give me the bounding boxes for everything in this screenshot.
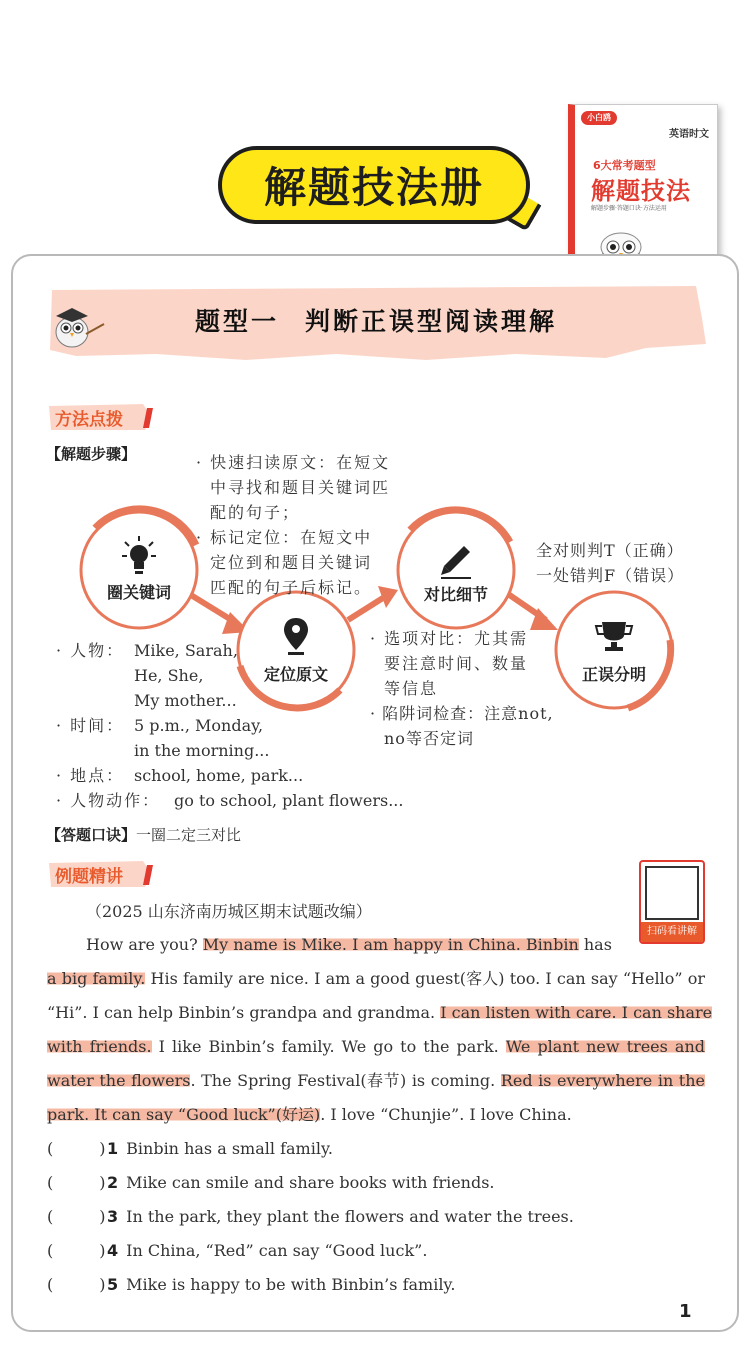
passage-line: with friends. I like Binbin’s family. We go to the park. We plant new trees and — [47, 1037, 705, 1056]
answer-blank[interactable]: ( ) — [47, 1275, 106, 1294]
step-circle-compare: 对比细节 — [423, 585, 488, 604]
section-title-type: 题型一 — [194, 307, 279, 336]
note-judge-rule: 全对则判T（正确） 一处错判F（错误） — [536, 541, 685, 585]
example-label: 例题精讲 — [47, 859, 143, 889]
page-number: 1 — [679, 1301, 692, 1322]
question-item[interactable]: ( )4 In China, “Red” can say “Good luck”. — [47, 1236, 427, 1266]
note-keyword-types: · 人物： Mike, Sarah, He, She, My mother... · 时间： 5 p.m., Monday, in the morning... · 地点： school, home, park... · 人物动作： go to school, plant flowers... — [56, 641, 404, 810]
answer-blank[interactable]: ( ) — [47, 1241, 106, 1260]
answer-blank[interactable]: ( ) — [47, 1139, 106, 1158]
passage-line: How are you? My name is Mike. I am happy in China. Binbin has — [86, 935, 612, 954]
qr-code[interactable] — [639, 860, 705, 944]
question-item[interactable]: ( )1 Binbin has a small family. — [47, 1134, 333, 1164]
section-title-name: 判断正误型阅读理解 — [305, 307, 558, 336]
note-compare-check: · 选项对比：尤其需 要注意时间、数量 等信息 · 陷阱词检查：注意not, no等否定词 — [370, 629, 554, 748]
formula-line: 【答题口诀】一圈二定三对比 — [46, 826, 242, 844]
book-subtitle: 6大常考题型 — [593, 159, 656, 172]
formula-text: 一圈二定三对比 — [136, 826, 242, 844]
step-circle-judge: 正误分明 — [581, 665, 646, 684]
step-circle-keywords: 圈关键词 — [106, 583, 171, 602]
qr-code-pattern — [645, 866, 699, 920]
qr-caption: 扫码看讲解 — [641, 922, 703, 942]
passage-line: “Hi”. I can help Binbin’s grandpa and grandma. I can listen with care. I can share — [47, 1003, 713, 1022]
answer-blank[interactable]: ( ) — [47, 1173, 106, 1192]
book-series: 英语时文 — [669, 129, 709, 140]
steps-label: 【解题步骤】 — [46, 445, 137, 463]
method-label: 方法点拨 — [47, 402, 143, 432]
book-title: 解题技法 — [591, 177, 691, 205]
passage-line: water the flowers. The Spring Festival(春节) is coming. Red is everywhere in the — [47, 1071, 706, 1090]
step-circle-locate: 定位原文 — [263, 665, 328, 684]
question-item[interactable]: ( )3 In the park, they plant the flowers and water the trees. — [47, 1202, 574, 1232]
note-scan-locate: · 快速扫读原文：在短文 中寻找和题目关键词匹 配的句子； · 标记定位：在短文中 定位到和题目关键词 匹配的句子后标记。 — [196, 453, 391, 597]
example-source: （2025 山东济南历城区期末试题改编） — [86, 902, 372, 921]
page-title: 解题技法册 — [218, 146, 530, 224]
passage-line: a big family. His family are nice. I am a good guest(客人) too. I can say “Hello” or — [47, 969, 705, 988]
question-item[interactable]: ( )2 Mike can smile and share books with friends. — [47, 1168, 495, 1198]
answer-blank[interactable]: ( ) — [47, 1207, 106, 1226]
passage-line: park. It can say “Good luck”(好运). I love “Chunjie”. I love China. — [47, 1105, 572, 1124]
book-tagline: 解题步骤·答题口诀·方法运用 — [591, 205, 667, 212]
book-brand: 小白鸥 — [581, 111, 617, 125]
question-item[interactable]: ( )5 Mike is happy to be with Binbin’s family. — [47, 1270, 455, 1300]
